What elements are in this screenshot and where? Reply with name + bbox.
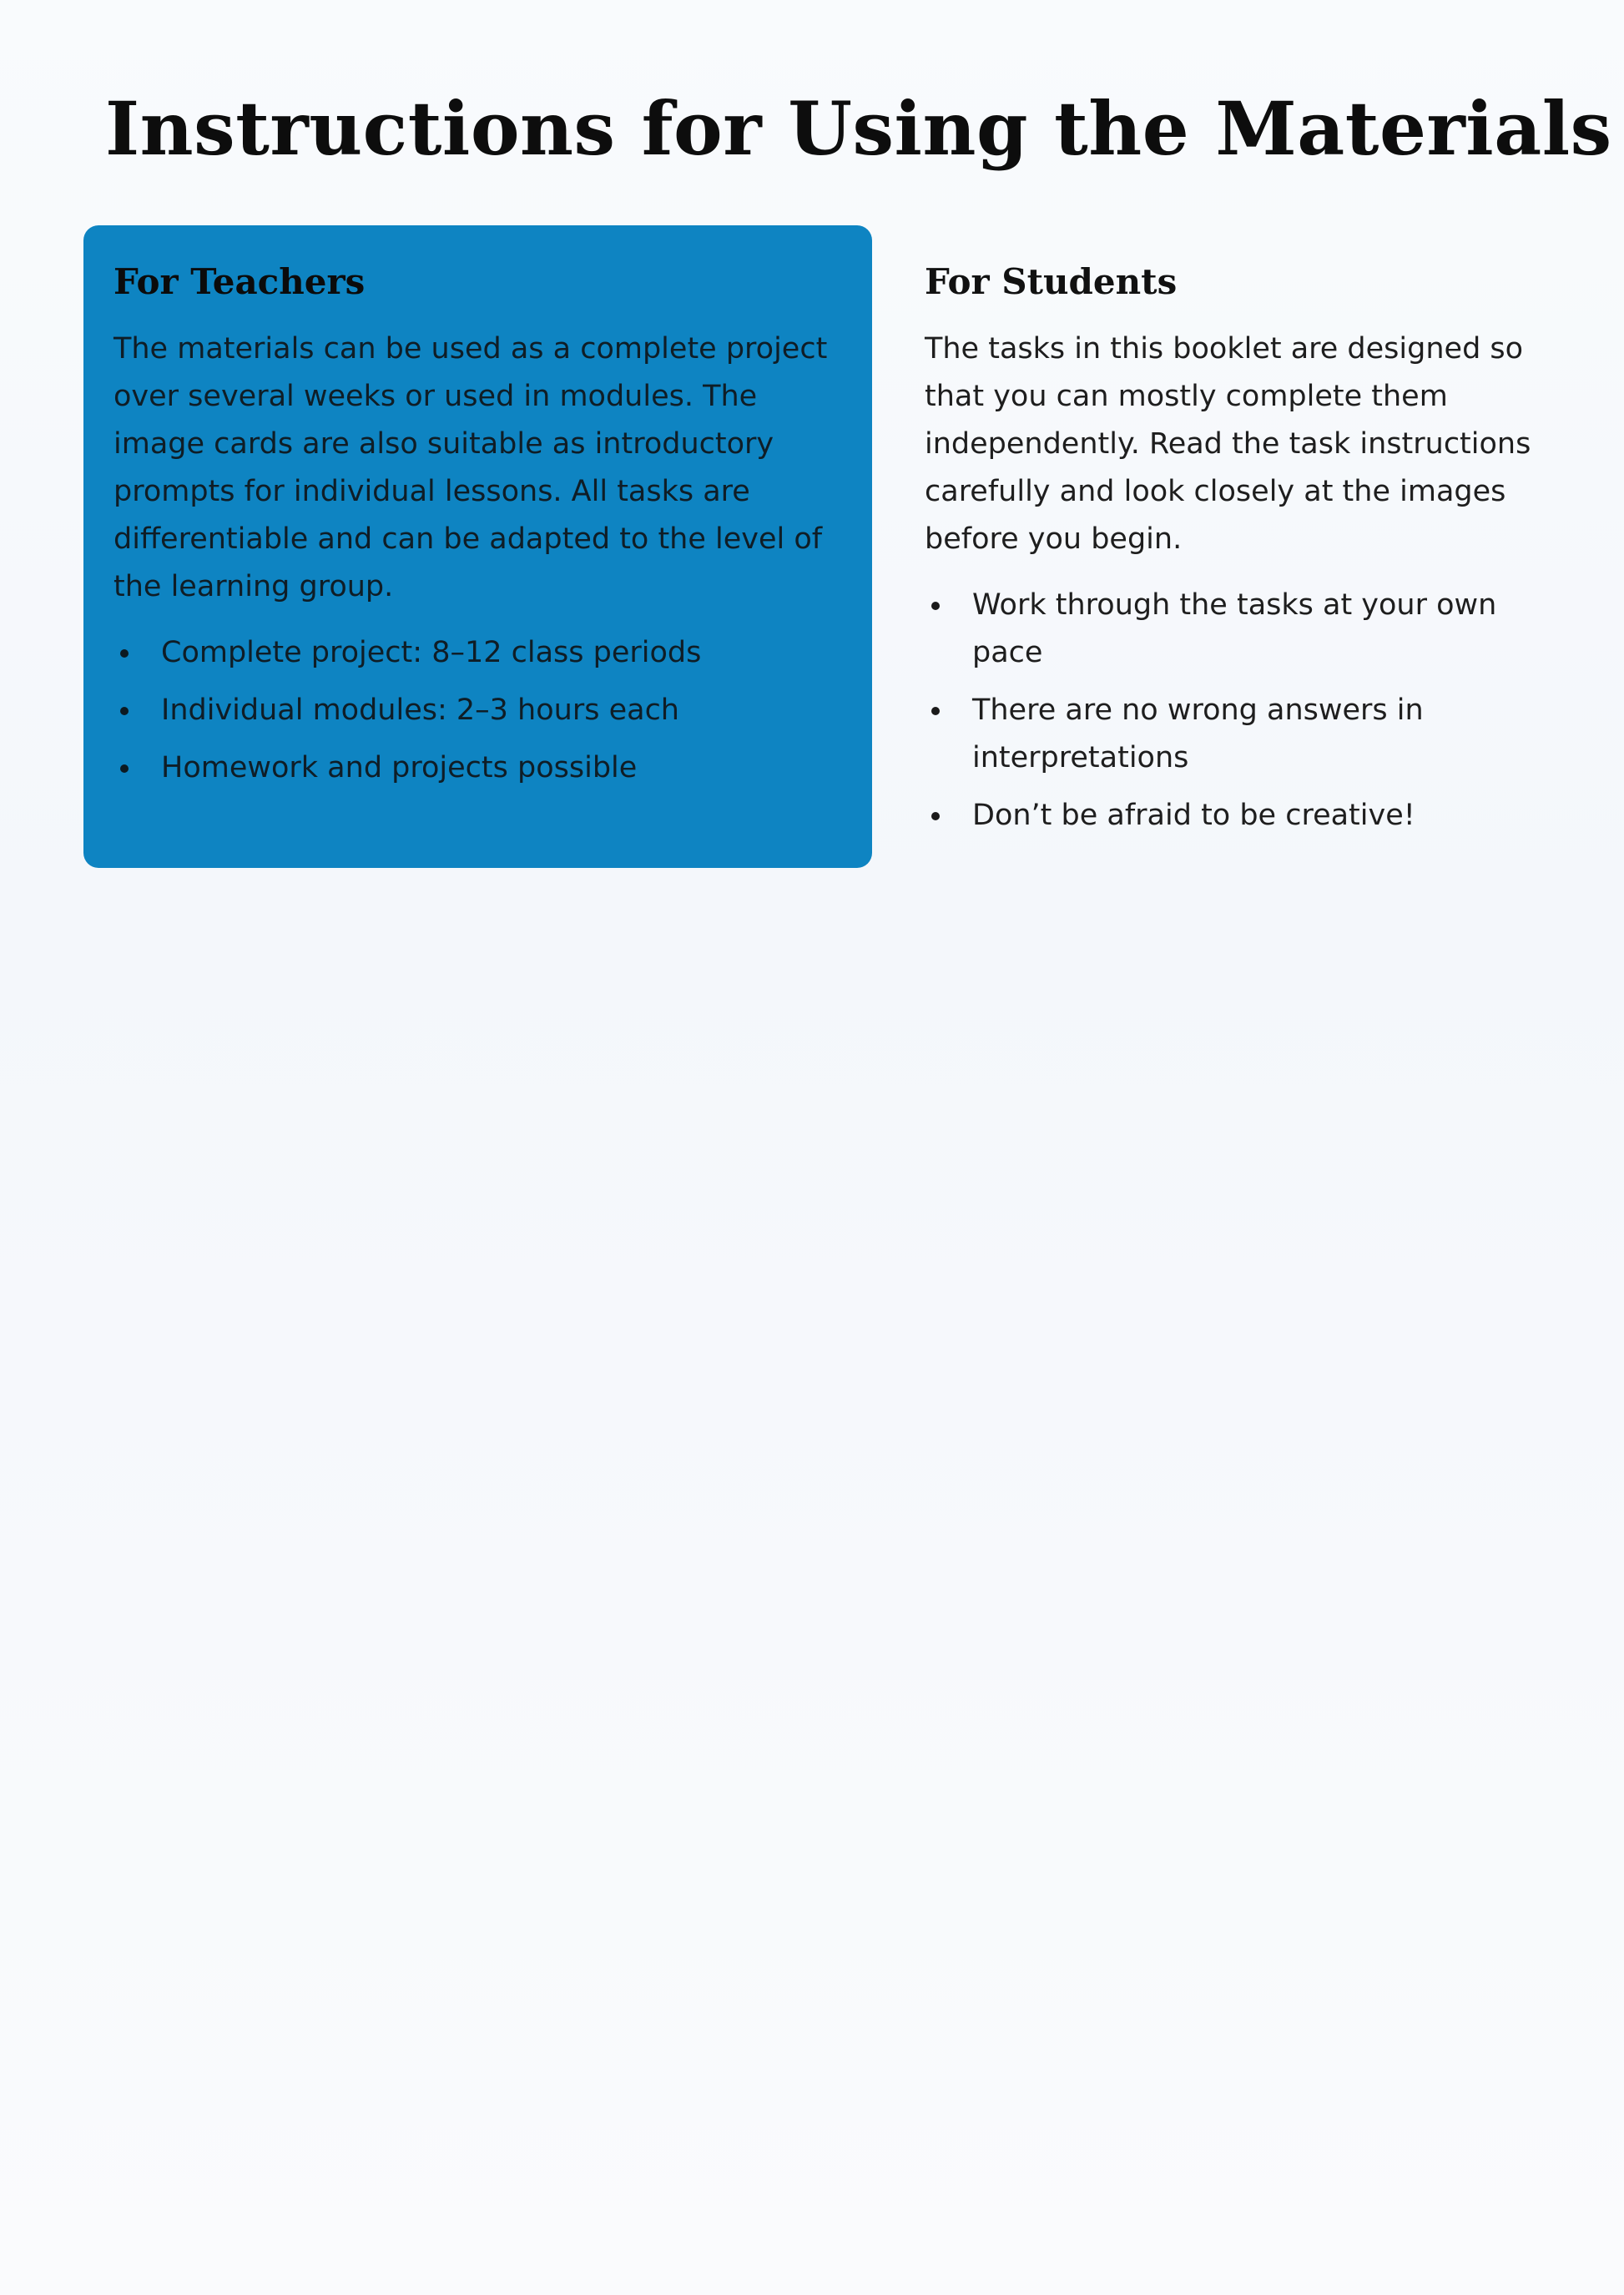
list-item — [925, 792, 1551, 840]
bullet-icon — [931, 602, 940, 610]
students-panel — [925, 225, 1551, 850]
list-item — [113, 744, 842, 792]
bullet-icon — [931, 812, 940, 820]
bullet-icon — [931, 707, 940, 715]
list-item-text: There are no wrong answers in interpretations — [972, 694, 1424, 774]
teachers-heading: For Teachers — [113, 261, 366, 302]
list-item-text: Don’t be afraid to be creative! — [972, 799, 1415, 832]
list-item-text: Individual modules: 2–3 hours each — [161, 694, 679, 727]
list-item-text: Complete project: 8–12 class periods — [161, 636, 702, 669]
teachers-paragraph: The materials can be used as a complete project over several weeks or used in modules. The image cards are also suitable as introductory prompts for individual lessons. All tasks are differentiable and can be adapted to the level of the learning group. — [113, 332, 828, 603]
students-paragraph: The tasks in this booklet are designed so that you can mostly complete them independently. Read the task instructions carefully and look closely at the images before you begin. — [925, 332, 1531, 556]
list-item — [925, 582, 1551, 677]
list-item — [925, 687, 1551, 782]
students-heading: For Students — [925, 261, 1178, 302]
bullet-icon — [120, 764, 129, 773]
teachers-list — [113, 629, 842, 792]
bullet-icon — [120, 707, 129, 715]
list-item — [113, 629, 842, 677]
list-item — [113, 687, 842, 734]
bullet-icon — [120, 649, 129, 658]
students-list — [925, 582, 1551, 840]
teachers-panel — [83, 225, 872, 868]
list-item-text: Homework and projects possible — [161, 751, 638, 784]
page-title: Instructions for Using the Materials — [105, 85, 1612, 172]
list-item-text: Work through the tasks at your own pace — [972, 588, 1497, 669]
